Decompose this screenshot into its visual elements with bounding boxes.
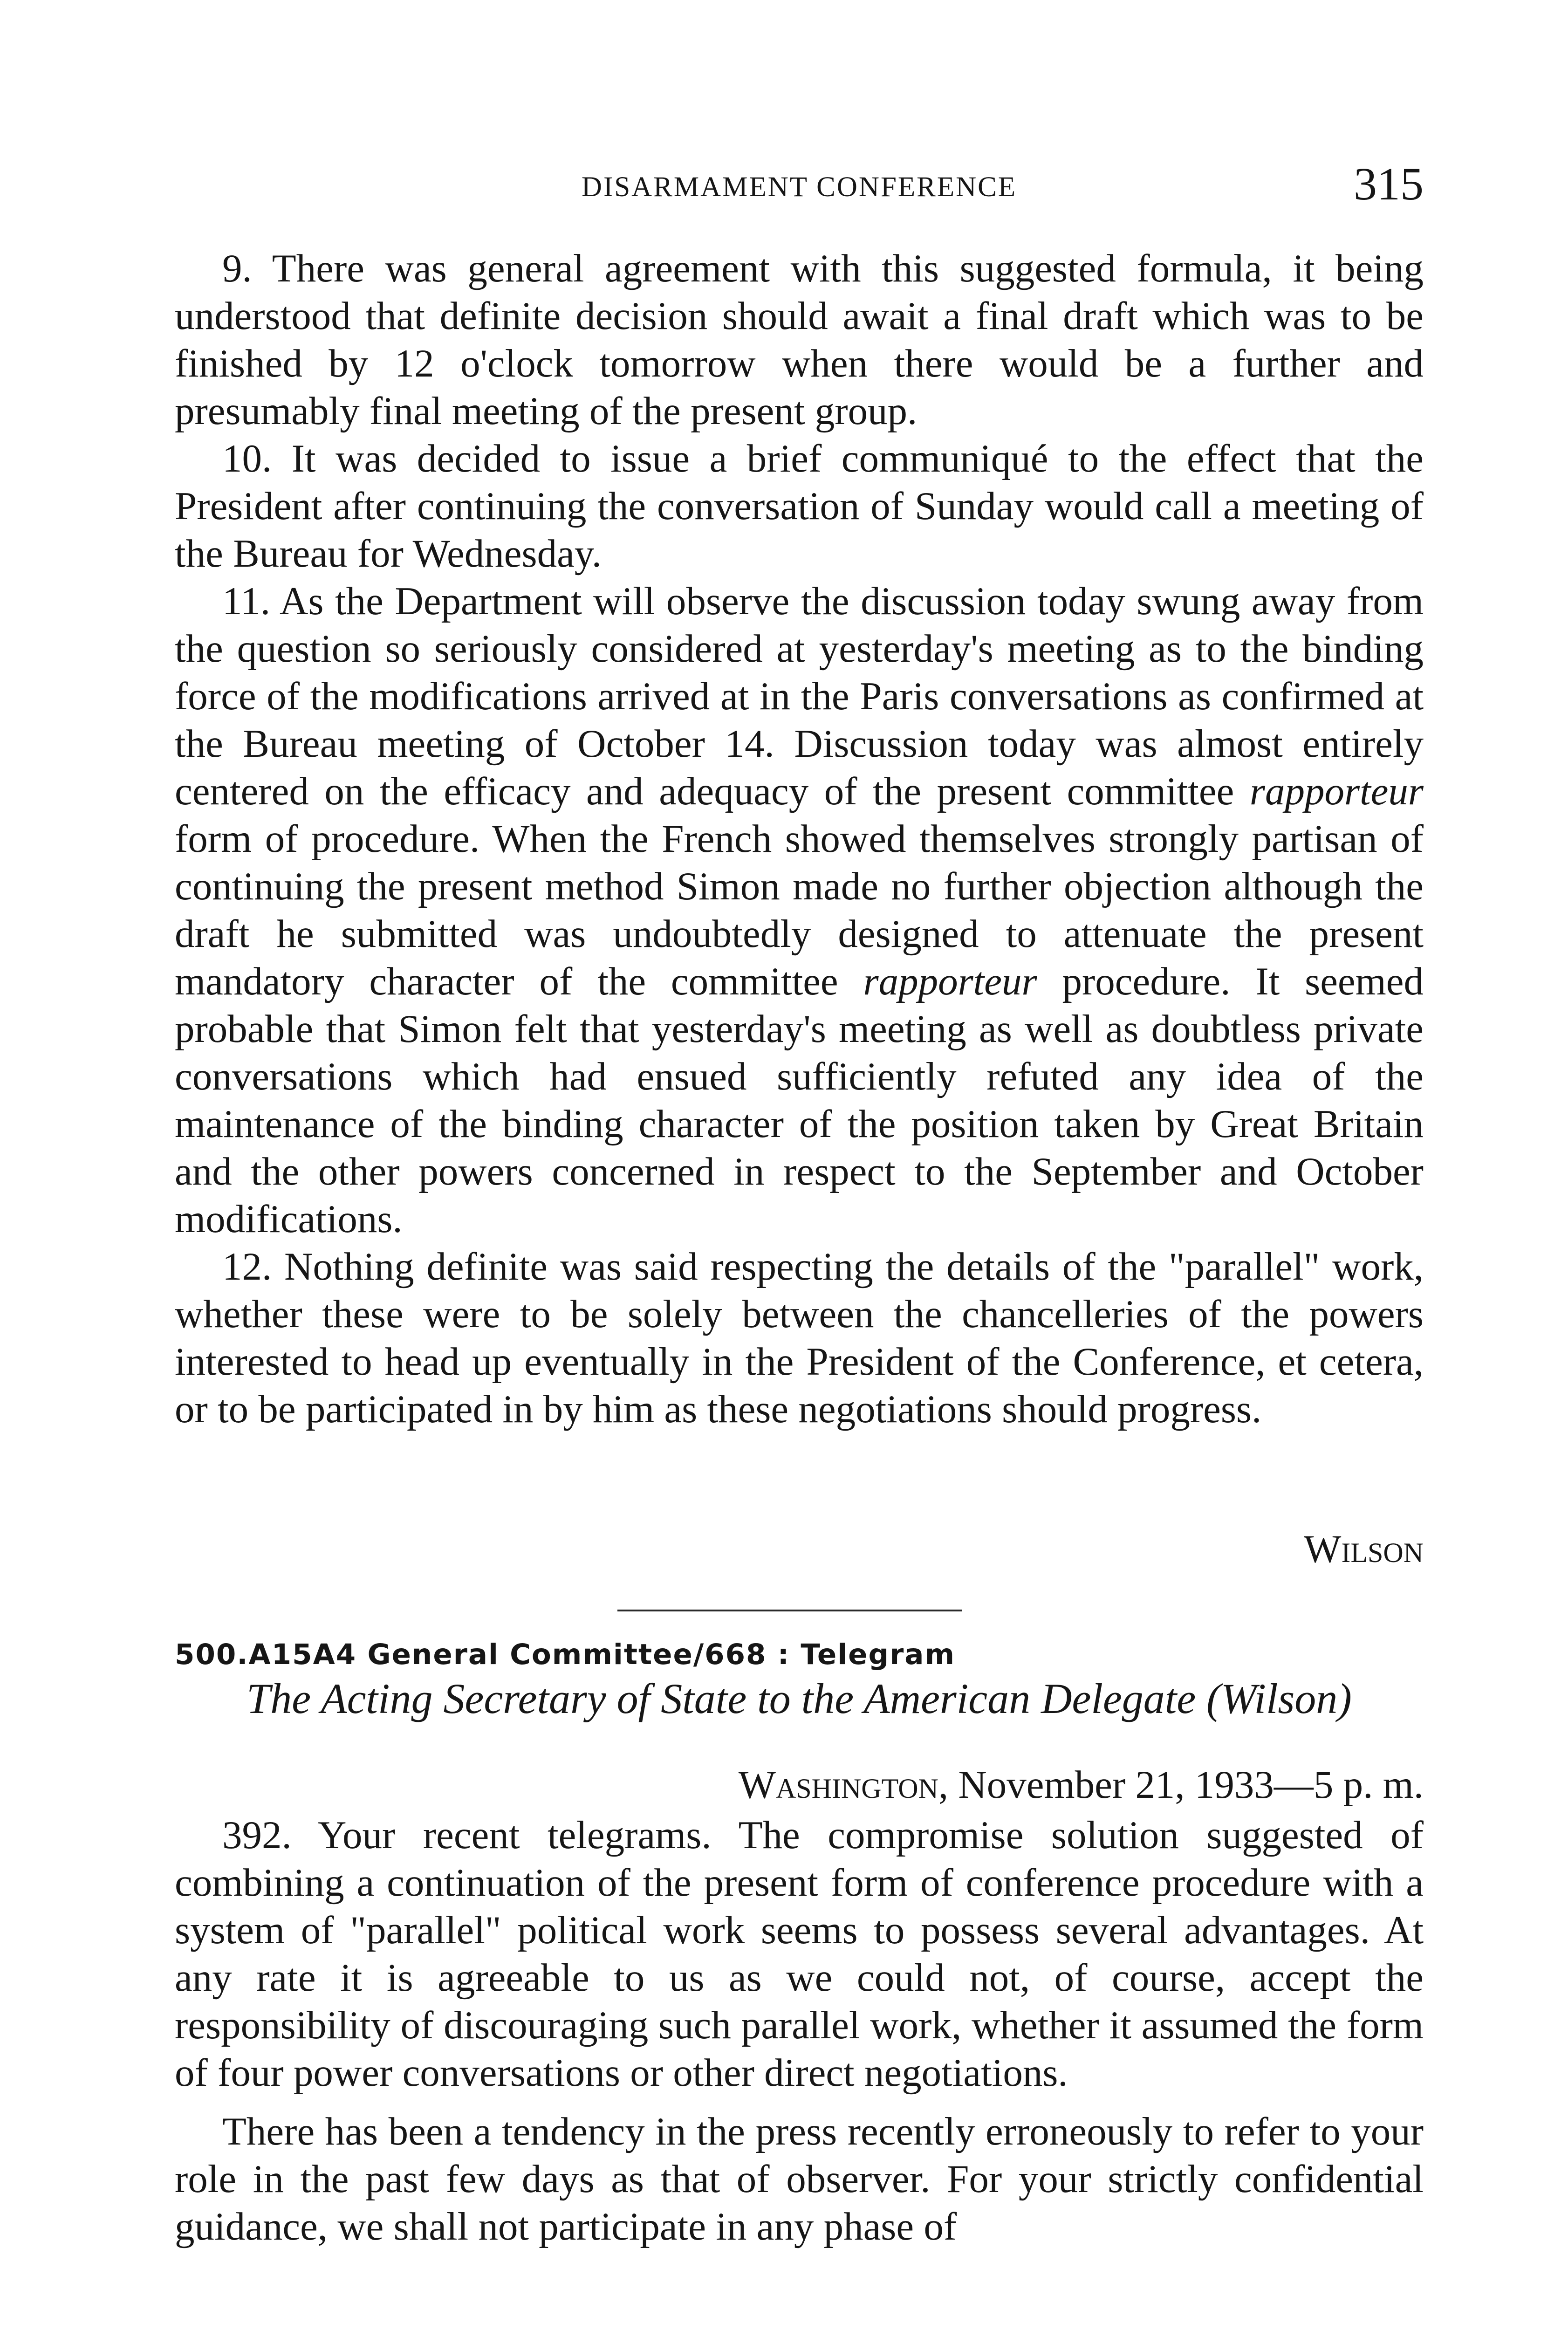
paragraph-11-part-1: 11. As the Department will observe the discussion today swung away from the question so seriously considered at yesterday's meeting as to the binding force of the modifications arrived at in the Paris conversations as confirmed at the Bureau meeting of October 14. Discussion today was almost entirely centered on the efficacy and adequacy of the present committee xyxy=(175,579,1424,813)
running-header xyxy=(175,158,1424,212)
body-text-section-1 xyxy=(175,245,1424,1433)
telegram-paragraph-392: 392. Your recent telegrams. The compromise solution suggested of combining a continuation of the present form of conference procedure with a system of "parallel" political work seems to possess several advantages. At any rate it is agreeable to us as we could not, of course, accept the responsibility of discouraging such parallel work, whether it assumed the form of four power conversations or other direct negotiations. xyxy=(175,1813,1424,2095)
italic-term-rapporteur: rapporteur xyxy=(1249,769,1424,813)
signature: Wilson xyxy=(1304,1527,1424,1571)
telegram-body xyxy=(175,1811,1424,2250)
paragraph-12: 12. Nothing definite was said respecting the details of the "parallel" work, whether these were to be solely between the chancelleries of the powers interested to head up eventually in the President of the Conference, et cetera, or to be participated in by him as these negotiations should progress. xyxy=(175,1245,1424,1431)
paragraph-9: 9. There was general agreement with this suggested formula, it being understood that definite decision should await a final draft which was to be finished by 12 o'clock tomorrow when there would be a further and presumably final meeting of the present group. xyxy=(175,247,1424,433)
dateline-date: , November 21, 1933—5 p. m. xyxy=(938,1763,1424,1807)
dateline-place: Washington xyxy=(738,1763,938,1807)
page-number: 315 xyxy=(1354,158,1424,210)
paragraph-10: 10. It was decided to issue a brief communiqué to the effect that the President after continuing the conversation of Sunday would call a meeting of the Bureau for Wednesday. xyxy=(175,437,1424,576)
paragraph-11-part-2: form of procedure. When the French showed themselves strongly partisan of continuing the present method Simon made no further objection although the draft he submitted was undoubtedly designed to attenuate the present mandatory character of the committee xyxy=(175,817,1424,1003)
paragraph-11-part-3: procedure. It seemed probable that Simon felt that yesterday's meeting as well as doubtless private conversations which had ensued sufficiently refuted any idea of the maintenance of the binding character of the position taken by Great Britain and the other powers concerned in respect to the September and October modifications. xyxy=(175,959,1424,1241)
file-reference: 500.A15A4 General Committee/668 : Telegram xyxy=(175,1638,956,1671)
running-title: DISARMAMENT CONFERENCE xyxy=(581,171,1017,203)
telegram-paragraph-continuation: There has been a tendency in the press recently erroneously to refer to your role in the past few days as that of observer. For your strictly confidential guidance, we shall not participate in any phase of xyxy=(175,2110,1424,2248)
telegram-title: The Acting Secretary of State to the American Delegate (Wilson) xyxy=(246,1675,1352,1722)
section-divider xyxy=(617,1610,962,1611)
paragraph-11 xyxy=(175,577,1424,1243)
dateline xyxy=(175,1765,1424,1805)
italic-term-rapporteur: rapporteur xyxy=(863,959,1037,1003)
